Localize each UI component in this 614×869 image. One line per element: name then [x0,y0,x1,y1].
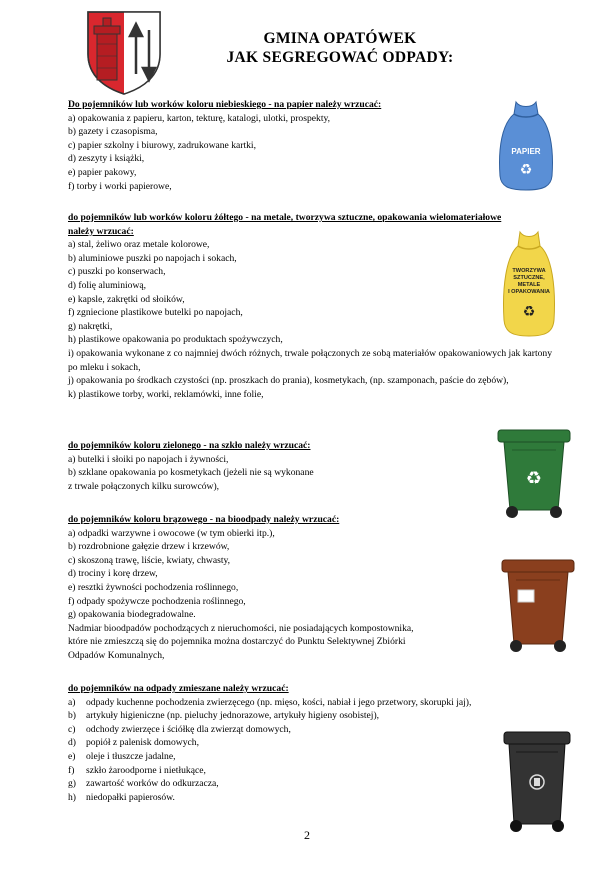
list-item: a) stal, żeliwo oraz metale kolorowe, [68,239,210,251]
section-bio [68,513,552,663]
section-heading: do pojemników koloru zielonego - na szkło należy wrzucać: [68,440,311,451]
list-item: f) szkło żaroodporne i nietłukące, [68,764,206,776]
bag-label: SZTUCZNE, [513,275,545,281]
page-title-municipality: GMINA OPATÓWEK [263,30,417,47]
list-item: a) butelki i słoiki po napojach i żywności, [68,453,229,465]
blue-paper-bag-icon [494,98,558,194]
list-item: d) trociny i korę drzew, [68,568,158,580]
list-item: d) folię aluminiową, [68,279,147,291]
list-item: f) odpady spożywcze pochodzenia roślinnego, [68,595,246,607]
list-item: z trwale połączonych kilku surowców), [68,480,220,492]
section-heading: do pojemników koloru brązowego - na bioodpady należy wrzucać: [68,514,340,525]
list-item: f) torby i worki papierowe, [68,180,172,192]
list-item: d) zeszyty i książki, [68,153,145,165]
note-line: Nadmiar bioodpadów pochodzących z nieruchomości, nie posiadających kompostownika, [68,622,414,634]
bag-label: METALE [517,282,541,288]
page-title-how-to-sort: JAK SEGREGOWAĆ ODPADY: [226,49,454,66]
list-item: k) plastikowe torby, worki, reklamówki, inne folie, [68,388,264,400]
section-heading: Do pojemników lub worków koloru niebieskiego - na papier należy wrzucać: [68,99,382,110]
green-glass-bin-icon [494,426,574,520]
list-item: a) odpady kuchenne pochodzenia zwierzęcego (np. mięso, kości, nabiał i jego przetwory, skorupki jaj), [68,696,472,708]
list-item: e) kapsle, zakrętki od słoików, [68,293,185,305]
list-item: h) niedopałki papierosów. [68,791,175,803]
list-item: e) oleje i tłuszcze jadalne, [68,750,176,762]
list-item: g) zawartość worków do odkurzacza, [68,778,219,790]
list-item: c) skoszoną trawę, liście, kwiaty, chwasty, [68,554,231,566]
list-item: e) resztki żywności pochodzenia roślinnego, [68,581,239,593]
black-mixed-waste-bin-icon [500,728,574,836]
list-item: a) odpadki warzywne i owocowe (w tym obierki itp.), [68,527,275,539]
list-item: g) nakrętki, [68,320,113,332]
section-mixed [68,682,552,804]
list-item: c) papier szkolny i biurowy, zadrukowane kartki, [68,139,256,151]
list-item: c) puszki po konserwach, [68,266,166,278]
list-item: i) opakowania wykonane z co najmniej dwóch różnych, trwale połączonych ze sobą materiałów opakowaniowych jak kartony po mleku i sokach, [68,347,552,373]
section-heading: do pojemników na odpady zmieszane należy wrzucać: [68,683,289,694]
bag-label: PAPIER [511,147,541,156]
list-item: j) opakowania po środkach czystości (np. proszkach do prania), kosmetykach, (np. szamponach, paście do zębów), [68,375,509,387]
list-item: b) gazety i czasopisma, [68,126,158,138]
list-item: g) opakowania biodegradowalne. [68,609,196,621]
coat-of-arms-icon [85,8,163,96]
svg-text:♻: ♻ [519,162,533,178]
page-number: 2 [304,828,310,842]
list-item: f) zgniecione plastikowe butelki po napojach, [68,307,243,319]
list-item: b) szklane opakowania po kosmetykach (jeżeli nie są wykonane [68,467,314,479]
section-glass [68,439,552,493]
list-item: c) odchody zwierzęce i ściółkę dla zwierząt domowych, [68,723,291,735]
section-heading-cont: należy wrzucać: [68,225,134,237]
list-item: b) rozdrobnione gałęzie drzew i krzewów, [68,541,230,553]
list-item: b) aluminiowe puszki po napojach i sokach, [68,252,237,264]
list-item: e) papier pakowy, [68,166,137,178]
section-metal-plastic [68,211,552,401]
list-item: h) plastikowe opakowania po produktach spożywczych, [68,334,283,346]
section-heading: do pojemników lub worków koloru żółtego - na metale, tworzywa sztuczne, opakowania wielomateriałowe [68,212,502,223]
bag-label: I OPAKOWANIA [508,289,550,295]
note-line: które nie zmieszczą się do pojemnika można dostarczyć do Punktu Selektywnej Zbiórki [68,636,406,648]
list-item: d) popiół z palenisk domowych, [68,737,199,749]
list-item: a) opakowania z papieru, karton, tekturę, katalogi, ulotki, prospekty, [68,112,331,124]
note-line: Odpadów Komunalnych, [68,649,165,661]
yellow-plastic-bag-icon [500,228,558,340]
section-paper [68,98,552,193]
list-item: b) artykuły higieniczne (np. pieluchy jednorazowe, artykuły higieny osobistej), [68,710,380,722]
bag-label: TWORZYWA [512,268,546,274]
brown-bio-bin-icon [498,556,578,654]
svg-text:♻: ♻ [522,304,536,320]
svg-text:♻: ♻ [525,468,543,489]
